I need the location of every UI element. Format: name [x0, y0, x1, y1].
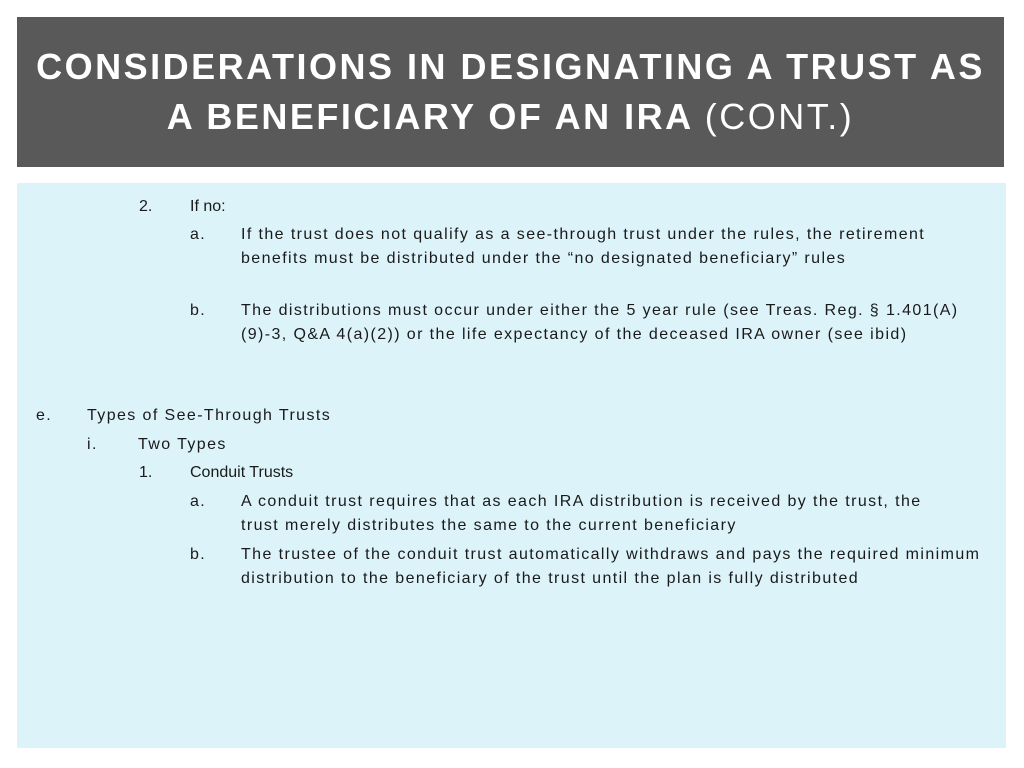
list-item-e-i-1	[139, 461, 539, 485]
title-suffix: (CONT.)	[704, 96, 855, 137]
list-text: If the trust does not qualify as a see-through trust under the rules, the retirement benefits must be distributed under the “no designated beneficiary” rules	[241, 226, 926, 267]
list-text: The trustee of the conduit trust automatically withdraws and pays the required minimum distribution to the beneficiary of the trust until the plan is fully distributed	[241, 546, 981, 587]
slide-title	[17, 42, 1004, 142]
list-marker: a.	[190, 493, 207, 510]
list-item-1a	[190, 490, 980, 538]
list-marker: i.	[87, 436, 98, 453]
list-marker: 1.	[139, 464, 153, 481]
list-item-2a	[190, 223, 980, 295]
list-marker: b.	[190, 302, 207, 319]
title-main: CONSIDERATIONS IN DESIGNATING A TRUST AS A BENEFICIARY OF AN IRA	[36, 46, 985, 137]
list-text: Two Types	[138, 436, 227, 453]
list-marker: a.	[190, 226, 207, 243]
list-marker: 2.	[139, 198, 153, 215]
title-bar	[17, 17, 1004, 167]
content-panel	[17, 183, 1006, 748]
list-item-1b	[190, 543, 990, 615]
list-text: Conduit Trusts	[190, 464, 294, 481]
list-item-2b	[190, 299, 990, 371]
list-marker: b.	[190, 546, 207, 563]
list-text: A conduit trust requires that as each IRA distribution is received by the trust, the trust merely distributes the same to the current beneficiary	[241, 493, 922, 534]
list-text: The distributions must occur under either the 5 year rule (see Treas. Reg. § 1.401(A)(9)-3, Q&A 4(a)(2)) or the life expectancy of the deceased IRA owner (see ibid)	[241, 302, 959, 343]
list-item-2	[139, 195, 339, 219]
list-item-e-i	[87, 433, 487, 457]
list-text: Types of See-Through Trusts	[87, 407, 332, 424]
list-marker: e.	[36, 407, 53, 424]
list-text: If no:	[190, 198, 226, 215]
list-item-e	[36, 404, 536, 428]
